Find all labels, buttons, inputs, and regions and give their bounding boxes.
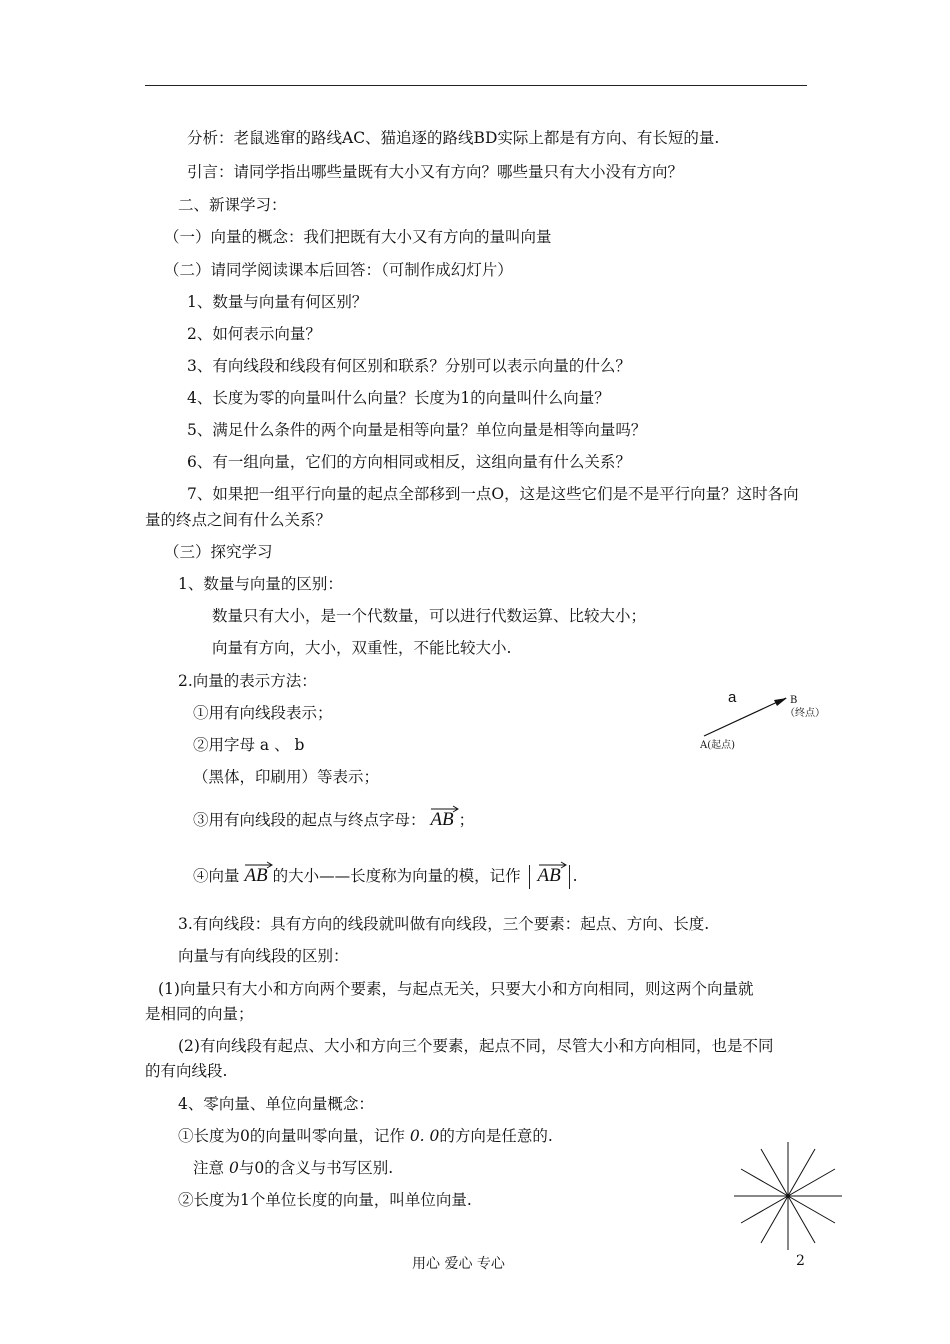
method-4 [193,862,578,889]
note-pre: 注意 [193,1159,225,1177]
vector-ab-3 [538,862,561,886]
method-2-note: （黑体，印刷用）等表示； [193,768,380,786]
vector-segment [704,698,786,736]
zero-symbol-1: 0. [409,1127,425,1145]
figure-label-start: A(起点) [700,740,736,751]
figure-label-end: （终点） [785,708,825,719]
difference-1-cont: 是相同的向量； [145,1005,254,1023]
unit-vectors-star-icon [732,1140,844,1252]
item-1-vector: 向量有方向，大小，双重性，不能比较大小. [212,639,512,657]
question-4: 4、长度为零的向量叫什么向量？长度为1的向量叫什么向量？ [187,389,610,407]
method-4-pre: ④向量 [193,867,240,885]
item-3-diff: 向量与有向线段的区别： [178,947,349,965]
method-4-end: . [572,867,578,885]
zero-vector-line [178,1126,553,1146]
question-5: 5、满足什么条件的两个向量是相等向量？单位向量是相等向量吗？ [187,421,647,439]
section-heading-3: （三）探究学习 [164,543,273,561]
difference-1: (1)向量只有大小和方向两个要素，与起点无关，只要大小和方向相同，则这两个向量就 [158,980,754,998]
difference-2-cont: 的有向线段. [145,1062,228,1080]
abs-bar-right [569,865,570,889]
difference-2: (2)有向线段有起点、大小和方向三个要素，起点不同，尽管大小和方向相同，也是不同 [178,1037,774,1055]
question-7-cont: 量的终点之间有什么关系？ [145,511,332,529]
item-2-heading: 2.向量的表示方法： [178,672,317,690]
abs-bar-left [529,865,530,889]
analysis-line: 分析：老鼠逃窜的路线AC、猫追逐的路线BD实际上都是有方向、有长短的量. [187,129,720,147]
question-1: 1、数量与向量有何区别？ [187,293,368,311]
item-3-heading: 3.有向线段：具有方向的线段就叫做有向线段，三个要素：起点、方向、长度. [178,915,710,933]
question-7: 7、如果把一组平行向量的起点全部移到一点O，这是这些它们是不是平行向量？这时各向 [187,485,799,503]
footer-slogan: 用心 爱心 专心 [412,1256,505,1272]
vector-arrow-icon [538,861,568,869]
reading-line: （二）请同学阅读课本后回答：（可制作成幻灯片） [164,261,513,279]
question-6: 6、有一组向量，它们的方向相同或相反，这组向量有什么关系？ [187,453,631,471]
note-post: 与0的含义与书写区别. [238,1159,394,1177]
note-zero-symbol: 0 [228,1159,239,1177]
vector-arrow-icon [244,861,274,869]
method-4-mid: 的大小——长度称为向量的模，记作 [272,867,521,885]
method-2: ②用字母 a 、 b [193,736,305,754]
item-4-heading: 4、零向量、单位向量概念： [178,1095,374,1113]
figure-label-a: a [728,689,737,706]
intro-line: 引言：请同学指出哪些量既有大小又有方向？哪些量只有大小没有方向？ [187,163,684,181]
method-3 [193,806,474,830]
concept-line: （一）向量的概念：我们把既有大小又有方向的量叫向量 [164,228,552,246]
method-1: ①用有向线段表示； [193,704,333,722]
vector-ab [430,806,453,830]
vector-arrow-icon [430,805,460,813]
section-heading-2: 二、新课学习： [178,196,287,214]
vector-arrowhead-icon [774,698,787,706]
method-3-text: ③用有向线段的起点与终点字母： [193,811,426,829]
zero-post: 的方向是任意的. [439,1127,553,1145]
zero-symbol-2: 0 [429,1127,440,1145]
figure-label-b: B [790,695,798,706]
question-3: 3、有向线段和线段有何区别和联系？分别可以表示向量的什么？ [187,357,631,375]
item-1-heading: 1、数量与向量的区别： [178,575,343,593]
zero-pre: ①长度为0的向量叫零向量，记作 [178,1127,405,1145]
unit-vector-line: ②长度为1个单位长度的向量，叫单位向量. [178,1191,472,1209]
vector-ab-3-label: AB [537,865,561,886]
zero-note-line [193,1158,393,1178]
method-3-end: ； [458,811,475,829]
header-rule [145,85,807,86]
vector-ab-label: AB [430,809,454,830]
vector-ab-2 [244,862,267,886]
question-2: 2、如何表示向量？ [187,325,321,343]
item-1-scalar: 数量只有大小，是一个代数量，可以进行代数运算、比较大小； [212,607,647,625]
vector-ab-2-label: AB [244,865,268,886]
page-number: 2 [796,1253,805,1269]
